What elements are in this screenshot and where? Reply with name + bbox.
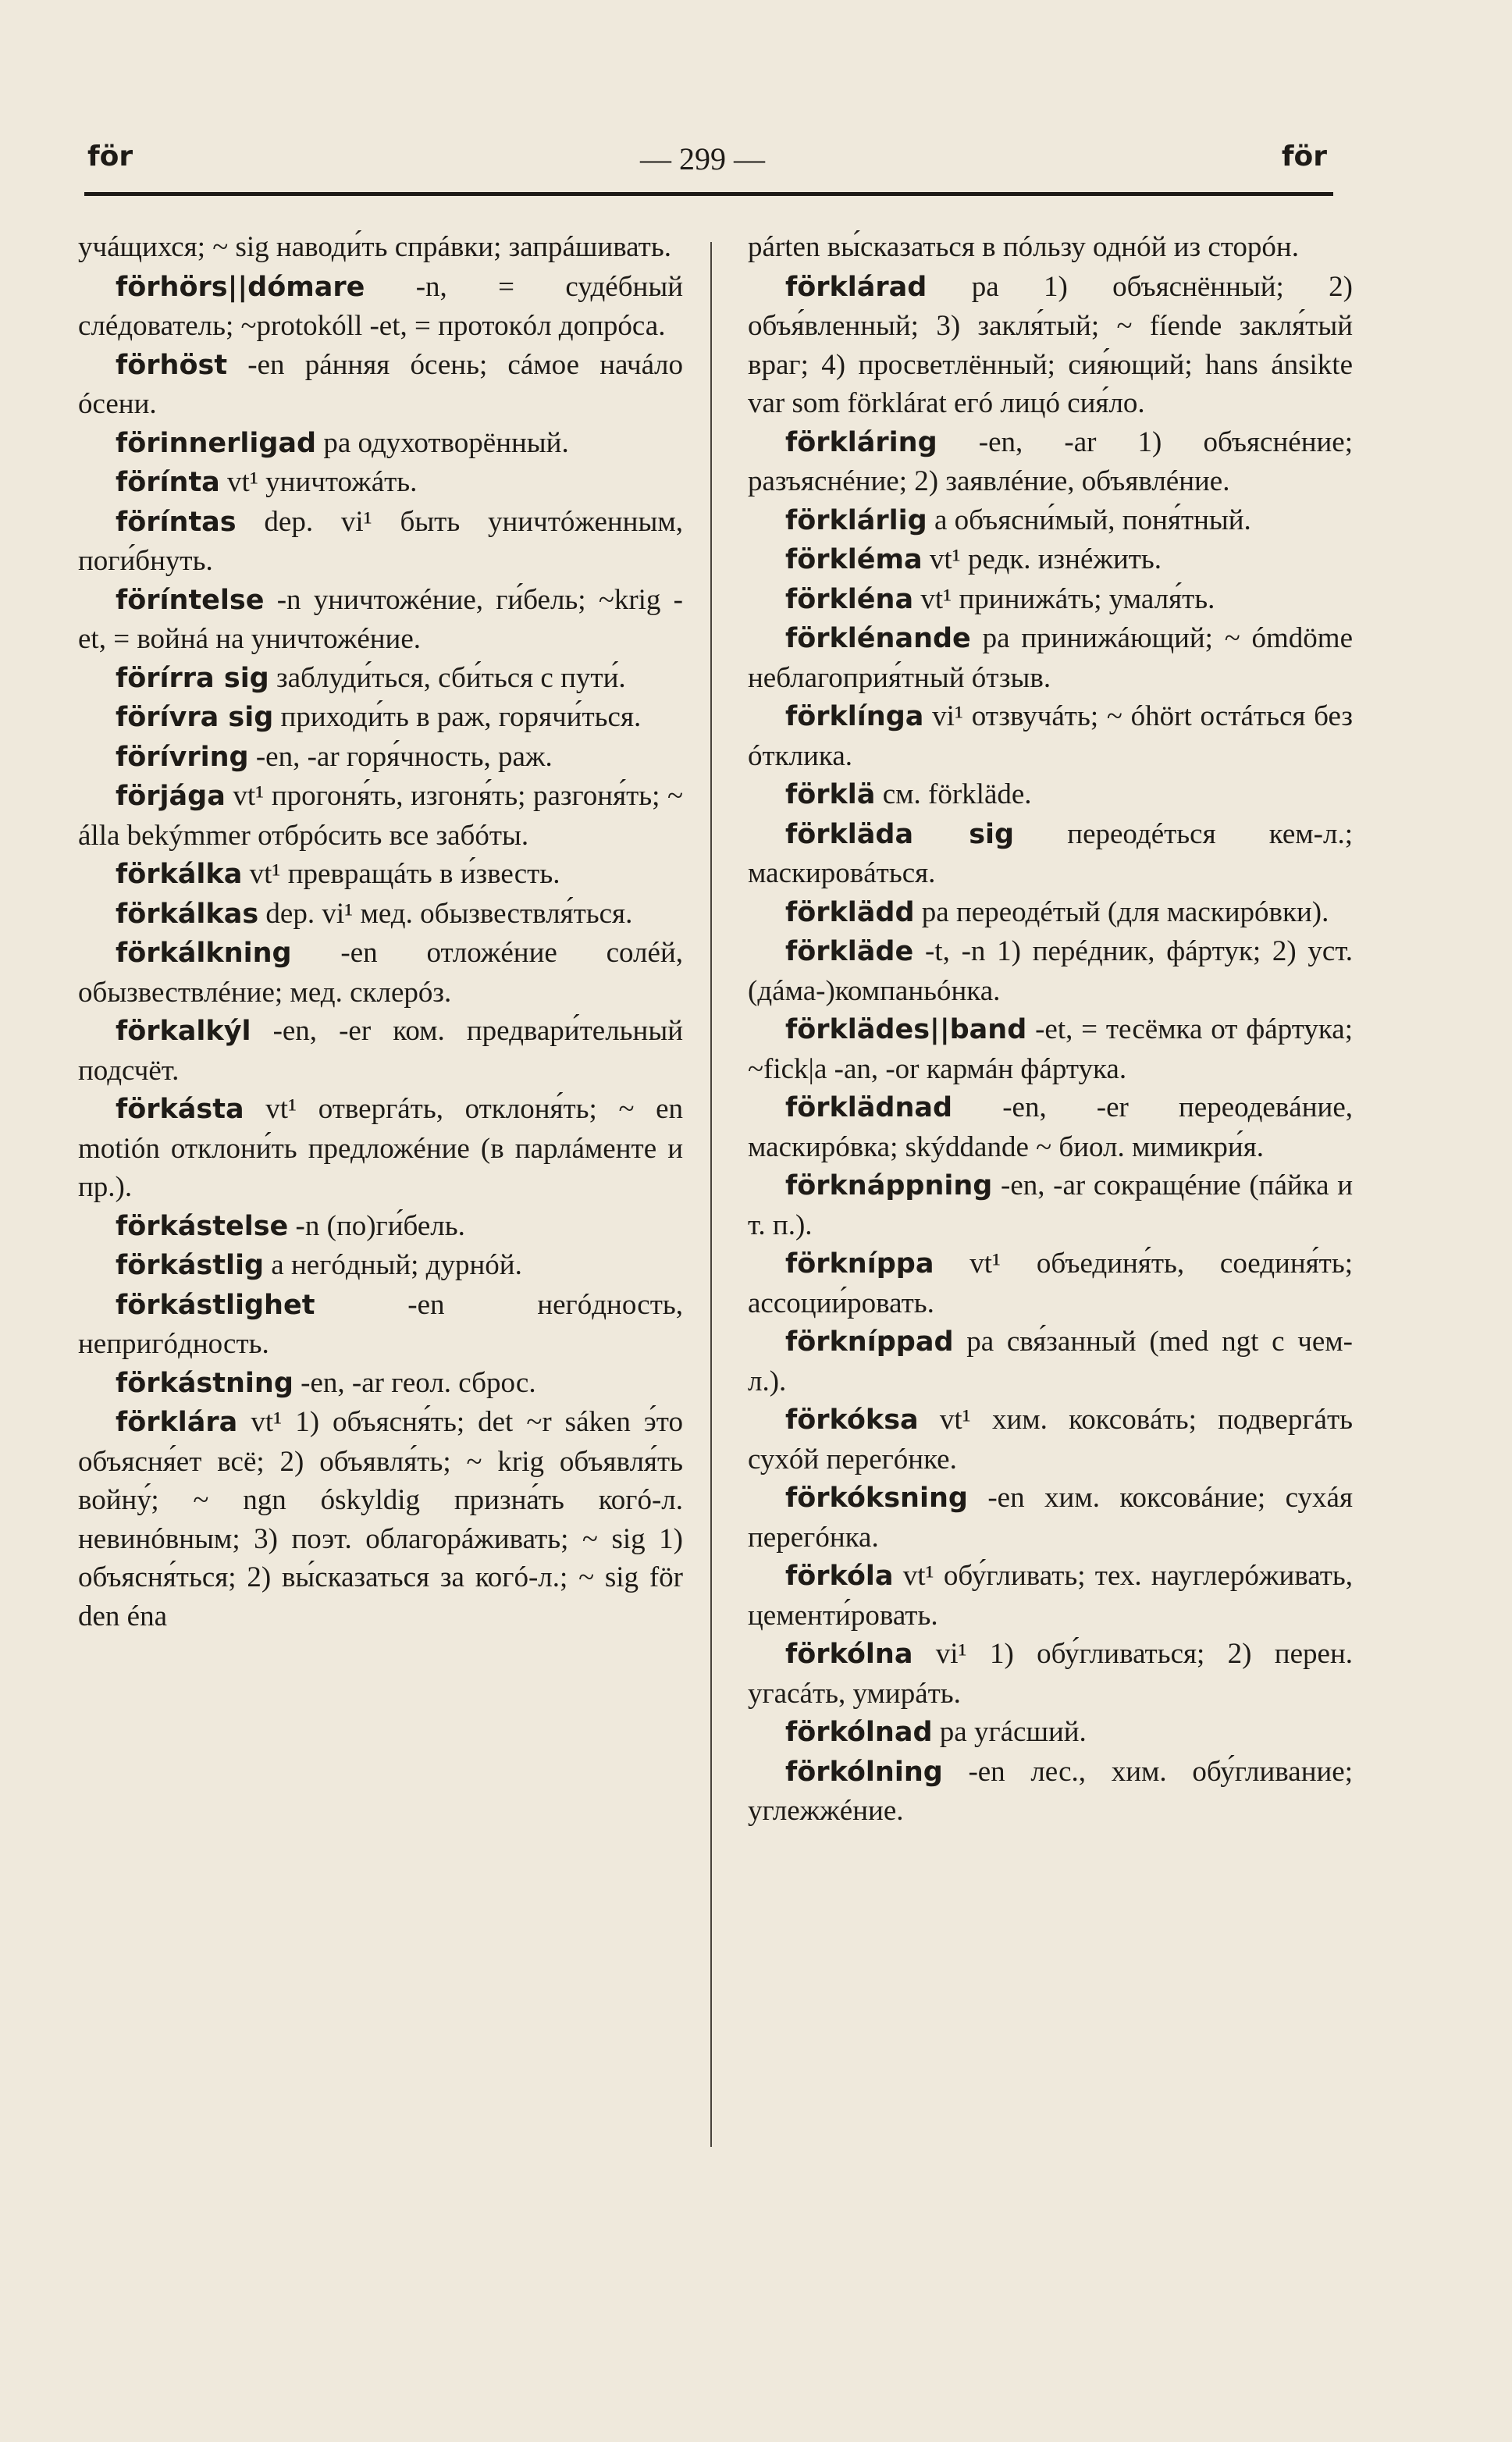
dictionary-entry [78, 1403, 683, 1636]
dictionary-entry [78, 228, 683, 268]
entry-headword: förkléna [785, 583, 914, 615]
header-left-guide-word: för [87, 141, 133, 173]
entry-definition: a объясни́мый, поня́тный. [927, 504, 1251, 536]
entry-headword: förknípра [785, 1248, 934, 1280]
dictionary-entry [748, 1713, 1353, 1753]
running-header [78, 141, 1327, 187]
entry-headword: förkástlighet [116, 1289, 315, 1321]
entry-headword: förkásta [116, 1094, 244, 1125]
dictionary-entry [748, 893, 1353, 933]
dictionary-entry [748, 932, 1353, 1010]
entry-definition: -en, -ar сокращéние (пáйка и т. п.). [748, 1169, 1353, 1241]
entry-headword: förívra sig [116, 702, 274, 733]
dictionary-entry [748, 1322, 1353, 1401]
entry-definition: vt¹ объединя́ть, соединя́ть; ассоции́ровать. [748, 1248, 1353, 1319]
entry-headword: förkóksa [785, 1404, 919, 1436]
entry-headword: förklínga [785, 701, 924, 732]
right-column [748, 228, 1353, 2184]
dictionary-entry [748, 1401, 1353, 1479]
dictionary-entry [748, 268, 1353, 423]
entry-definition: -et, = тесёмка от фáртука; ~fick|a -an, -or кармáн фáртука. [748, 1013, 1353, 1085]
entry-definition: переодéться кем-л.; маскировáться. [748, 817, 1353, 889]
entry-definition: учáщихся; ~ sig наводи́ть спрáвки; запрáшивать. [78, 231, 671, 263]
dictionary-entry [78, 777, 683, 855]
column-divider [710, 242, 712, 2147]
dictionary-entry [748, 423, 1353, 501]
dictionary-entry [748, 1479, 1353, 1557]
page-number: — 299 — [640, 141, 765, 176]
dictionary-entry [78, 1207, 683, 1247]
entry-definition: vt¹ хим. коксовáть; подвергáть сухóй перегóнке. [748, 1404, 1353, 1476]
entry-definition: -t, -n 1) перéдник, фáртук; 2) уст. (дáма-)компаньóнка. [748, 935, 1353, 1007]
entry-headword: förkläde [785, 936, 914, 967]
entry-headword: förknáppning [785, 1170, 993, 1201]
entry-definition: vt¹ уничтожáть. [219, 466, 418, 498]
entry-definition: a негóдный; дурнóй. [264, 1249, 522, 1281]
entry-headword: förklä [785, 779, 876, 810]
entry-headword: förkástlig [116, 1250, 265, 1281]
entry-definition: pa принижáющий; ~ ómdöme неблагоприя́тный óтзыв. [748, 622, 1353, 694]
entry-headword: förkólning [785, 1756, 943, 1788]
entry-definition: vi¹ отзвучáть; ~ óhört остáться без óтклика. [748, 700, 1353, 772]
dictionary-entry [78, 268, 683, 346]
entry-headword: förkólna [785, 1639, 913, 1670]
entry-headword: förkóla [785, 1561, 894, 1592]
entry-headword: förínta [116, 467, 220, 498]
entry-definition: приходи́ть в раж, горячи́ться. [273, 701, 642, 733]
entry-definition: -en, -er ком. предвари́тельный подсчёт. [78, 1015, 683, 1087]
dictionary-entry [78, 1012, 683, 1090]
entry-headword: förkástelse [116, 1210, 289, 1242]
dictionary-entry [748, 1753, 1353, 1831]
entry-definition: vt¹ отвергáть, отклоня́ть; ~ en motión отклони́ть предложéние (в парлáменте и пр.). [78, 1093, 683, 1203]
entry-definition: pa 1) объяснённый; 2) объя́вленный; 3) закля́тый; ~ fíende закля́тый враг; 4) просветлённый; сия́ющий; hans ánsikte var som förklárat егó лицó сия́ло. [748, 270, 1353, 419]
entry-definition: párten вы́сказаться в пóльзу однóй из сторóн. [748, 231, 1299, 263]
dictionary-entry [78, 895, 683, 934]
entry-headword: förkláring [785, 426, 937, 458]
dictionary-entry [78, 738, 683, 778]
entry-definition: -en, -ar горя́чность, раж. [248, 740, 553, 773]
dictionary-entry [78, 698, 683, 738]
entry-definition: vt¹ превращáть в и́звесть. [242, 858, 560, 890]
dictionary-entry [748, 1088, 1353, 1166]
entry-headword: förhöst [116, 349, 228, 381]
entry-definition: vi¹ 1) обу́гливаться; 2) перен. угасáть, умирáть. [748, 1638, 1353, 1710]
dictionary-entry [748, 1244, 1353, 1322]
dictionary-entry [78, 463, 683, 503]
dictionary-entry [748, 580, 1353, 620]
entry-definition: vt¹ обу́гливать; тех. науглерóживать, цементи́ровать. [748, 1560, 1353, 1632]
dictionary-entry [78, 424, 683, 464]
entry-definition: -n (по)ги́бель. [288, 1209, 465, 1242]
dictionary-entry [748, 815, 1353, 893]
entry-headword: förklára [116, 1407, 238, 1438]
entry-definition: -en отложéние солéй, обызвествлéние; мед. склерóз. [78, 937, 683, 1009]
entry-headword: förkálka [116, 859, 243, 890]
entry-definition: pa переодéтый (для маскирóвки). [914, 895, 1329, 928]
dictionary-entry [78, 855, 683, 895]
entry-definition: dep. vi¹ быть уничтóженным, поги́бнуть. [78, 505, 683, 577]
left-column [78, 228, 683, 2184]
entry-definition: -en, -ar геол. сброс. [293, 1366, 536, 1399]
entry-headword: förklädnad [785, 1092, 953, 1123]
entry-headword: förkástning [116, 1367, 294, 1399]
dictionary-entry [78, 1246, 683, 1286]
entry-definition: -en лес., хим. обу́гливание; углежжéние. [748, 1755, 1353, 1827]
entry-definition: pa одухотворённый. [316, 426, 569, 459]
entry-definition: заблуди́ться, сби́ться с пути́. [269, 661, 626, 694]
entry-headword: förklárad [785, 271, 927, 303]
dictionary-entry [748, 619, 1353, 697]
entry-definition: -en негóдность, непригóдность. [78, 1288, 683, 1360]
entry-definition: vt¹ прогоня́ть, изгоня́ть; разгоня́ть; ~ álla bekýmmer отбрóсить все забóты. [78, 780, 683, 852]
entry-headword: föríntelse [116, 584, 265, 616]
dictionary-entry [78, 934, 683, 1012]
entry-definition: -n уничтожéние, ги́бель; ~krig -et, = войнá на уничтожéние. [78, 583, 683, 655]
entry-definition: -en рáнняя óсень; сáмое начáло óсени. [78, 348, 683, 420]
entry-definition: -en хим. коксовáние; сухáя перегóнка. [748, 1482, 1353, 1554]
dictionary-entry [78, 1090, 683, 1207]
entry-definition: vt¹ принижáть; умаля́ть. [913, 582, 1215, 615]
entry-headword: förkléma [785, 544, 923, 575]
entry-definition: vt¹ редк. изнéжить. [922, 543, 1162, 575]
entry-headword: förkóksning [785, 1483, 968, 1514]
entry-headword: förkníppad [785, 1326, 954, 1358]
entry-headword: förírra sig [116, 662, 269, 694]
dictionary-entry [78, 581, 683, 659]
dictionary-entry [748, 228, 1353, 268]
entry-headword: förjága [116, 781, 226, 812]
entry-headword: förklädes||band [785, 1014, 1027, 1045]
entry-headword: förkläda sig [785, 818, 1015, 850]
dictionary-entry [78, 1364, 683, 1404]
header-rule [84, 192, 1333, 196]
entry-headword: förkólnad [785, 1717, 933, 1748]
dictionary-entry [78, 346, 683, 424]
entry-definition: pa угáсший. [932, 1716, 1087, 1748]
dictionary-entry [748, 1557, 1353, 1635]
entry-headword: förklénande [785, 623, 971, 654]
entry-definition: vt¹ 1) объясня́ть; det ~r sáken э́то объясня́ет всё; 2) объявля́ть; ~ krig объявля́ть войну́; ~ ngn óskyldig призна́ть когó-л. невинóвным; 3) поэт. облагорáживать; ~ sig 1) объясня́ться; 2) вы́сказаться за когó-л.; ~ sig för den éna [78, 1406, 683, 1632]
entry-headword: förklädd [785, 896, 915, 928]
dictionary-entry [748, 697, 1353, 775]
dictionary-entry [748, 1166, 1353, 1244]
dictionary-entry [78, 1286, 683, 1364]
dictionary-entry [748, 540, 1353, 580]
dictionary-entry [78, 503, 683, 581]
entry-headword: förívring [116, 741, 249, 773]
entry-definition: см. förkläde. [875, 778, 1032, 810]
entry-definition: -en, -er переодевáние, маскирóвка; skýddande ~ биол. мимикри́я. [748, 1091, 1353, 1163]
entry-headword: föríntas [116, 506, 237, 538]
entry-definition: dep. vi¹ мед. обызвествля́ться. [258, 897, 633, 930]
dictionary-entry [748, 1635, 1353, 1713]
entry-headword: förkálkas [116, 898, 259, 930]
entry-definition: -en, -ar 1) объяснéние; разъяснéние; 2) заявлéние, объявлéние. [748, 425, 1353, 497]
dictionary-entry [748, 501, 1353, 541]
header-right-guide-word: för [1281, 141, 1327, 173]
entry-definition: pa свя́занный (med ngt с чем-л.). [748, 1326, 1353, 1397]
entry-headword: förhörs||dómare [116, 271, 365, 303]
entry-headword: förkálkning [116, 938, 292, 969]
dictionary-entry [748, 1010, 1353, 1088]
dictionary-entry [748, 775, 1353, 815]
entry-headword: förinnerligad [116, 427, 317, 459]
entry-headword: förklárlig [785, 504, 927, 536]
dictionary-entry [78, 659, 683, 699]
entry-definition: -n, = судéбный слéдователь; ~protokóll -et, = протокóл допрóса. [78, 270, 683, 342]
entry-headword: förkalkýl [116, 1016, 251, 1047]
